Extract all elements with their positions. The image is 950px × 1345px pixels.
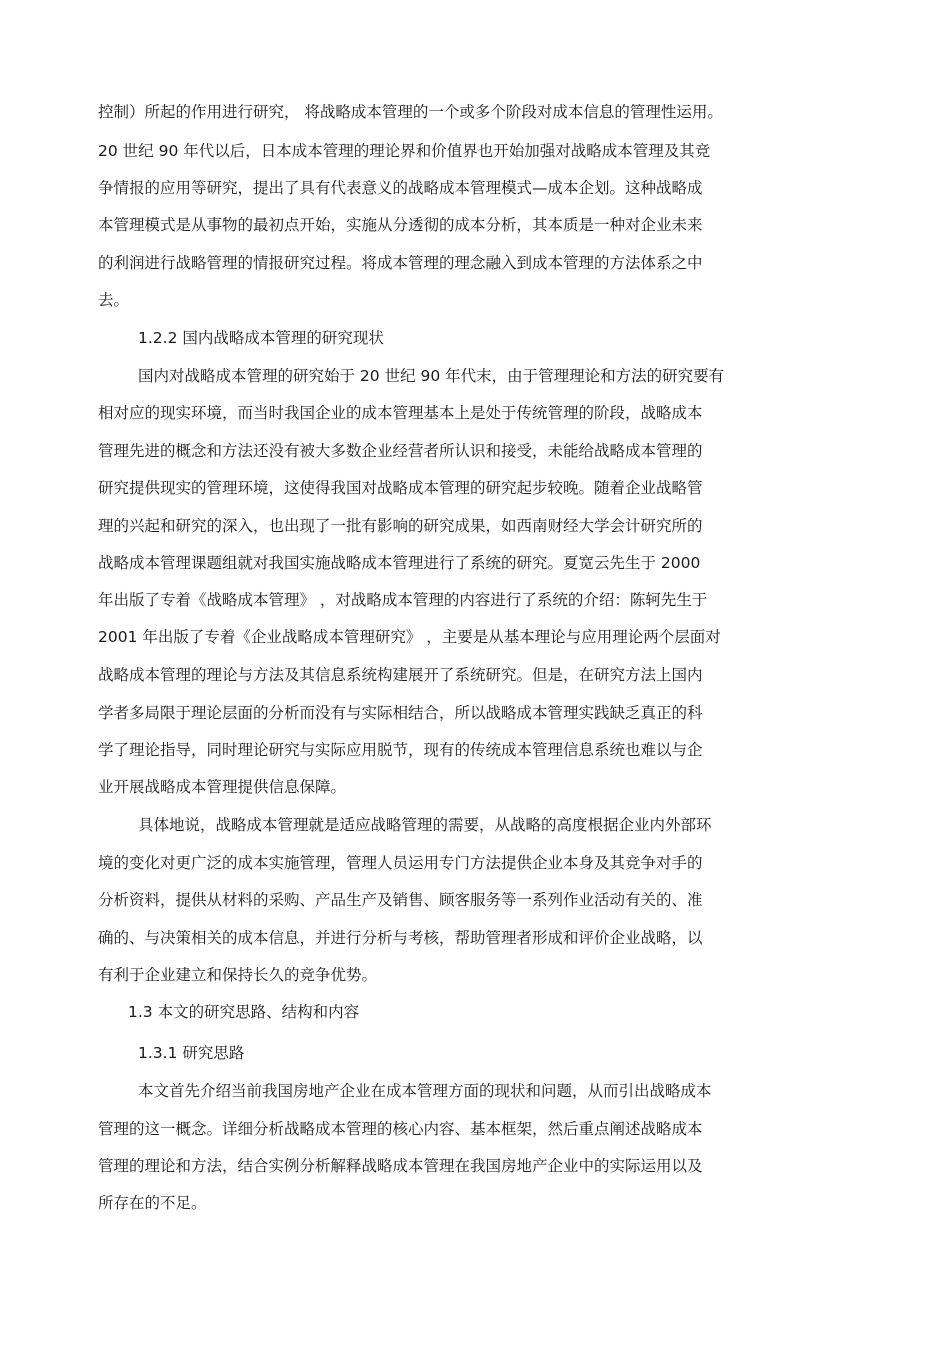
paragraph-line: 确的、与决策相关的成本信息，并进行分析与考核，帮助管理者形成和评价企业战略，以	[98, 929, 703, 947]
section-heading-1-3: 1.3 本文的研究思路、结构和内容	[128, 1003, 360, 1021]
paragraph-line: 战略成本管理的理论与方法及其信息系统构建展开了系统研究。但是，在研究方法上国内	[98, 666, 703, 684]
paragraph-line: 的利润进行战略管理的情报研究过程。将成本管理的理念融入到成本管理的方法体系之中	[98, 254, 703, 272]
paragraph-line: 争情报的应用等研究，提出了具有代表意义的战略成本管理模式—成本企划。这种战略成	[98, 179, 703, 197]
paragraph-line: 去。	[98, 291, 130, 309]
paragraph-line: 国内对战略成本管理的研究始于 20 世纪 90 年代末，由于管理理论和方法的研究要有	[138, 367, 725, 385]
section-heading-1-3-1: 1.3.1 研究思路	[138, 1044, 245, 1062]
paragraph-line: 分析资料，提供从材料的采购、产品生产及销售、顾客服务等一系列作业活动有关的、准	[98, 891, 703, 909]
paragraph-line: 学者多局限于理论层面的分析而没有与实际相结合，所以战略成本管理实践缺乏真正的科	[98, 704, 703, 722]
paragraph-line: 具体地说，战略成本管理就是适应战略管理的需要，从战略的高度根据企业内外部环	[138, 816, 712, 834]
paragraph-line: 战略成本管理课题组就对我国实施战略成本管理进行了系统的研究。夏宽云先生于 2000	[98, 554, 701, 572]
paragraph-line: 理的兴起和研究的深入，也出现了一批有影响的研究成果，如西南财经大学会计研究所的	[98, 517, 703, 535]
paragraph-line: 学了理论指导，同时理论研究与实际应用脱节，现有的传统成本管理信息系统也难以与企	[98, 741, 703, 759]
paragraph-line: 业开展战略成本管理提供信息保障。	[98, 778, 347, 796]
paragraph-line: 有利于企业建立和保持长久的竞争优势。	[98, 966, 378, 984]
section-heading-1-2-2: 1.2.2 国内战略成本管理的研究现状	[138, 329, 384, 347]
paragraph-line: 管理先进的概念和方法还没有被大多数企业经营者所认识和接受，未能给战略成本管理的	[98, 442, 703, 460]
paragraph-line: 本文首先介绍当前我国房地产企业在成本管理方面的现状和问题，从而引出战略成本	[138, 1082, 712, 1100]
paragraph-line: 本管理模式是从事物的最初点开始，实施从分透彻的成本分析，其本质是一种对企业未来	[98, 216, 703, 234]
paragraph-line: 境的变化对更广泛的成本实施管理，管理人员运用专门方法提供企业本身及其竞争对手的	[98, 854, 703, 872]
paragraph-line: 相对应的现实环境，而当时我国企业的成本管理基本上是处于传统管理的阶段，战略成本	[98, 404, 703, 422]
paragraph-line: 控制）所起的作用进行研究， 将战略成本管理的一个或多个阶段对成本信息的管理性运用。	[98, 103, 723, 121]
paragraph-line: 2001 年出版了专着《企业战略成本管理研究》 ，主要是从基本理论与应用理论两个层面对	[98, 628, 721, 646]
paragraph-line: 研究提供现实的管理环境，这使得我国对战略成本管理的研究起步较晚。随着企业战略管	[98, 479, 703, 497]
paragraph-line: 年出版了专着《战略成本管理》 ，对战略成本管理的内容进行了系统的介绍：陈轲先生于	[98, 591, 708, 609]
paragraph-line: 所存在的不足。	[98, 1194, 207, 1212]
paragraph-line: 管理的这一概念。详细分析战略成本管理的核心内容、基本框架，然后重点阐述战略成本	[98, 1120, 703, 1138]
paragraph-line: 管理的理论和方法，结合实例分析解释战略成本管理在我国房地产企业中的实际运用以及	[98, 1157, 703, 1175]
paragraph-line: 20 世纪 90 年代以后，日本成本管理的理论界和价值界也开始加强对战略成本管理及其竞	[98, 142, 711, 160]
